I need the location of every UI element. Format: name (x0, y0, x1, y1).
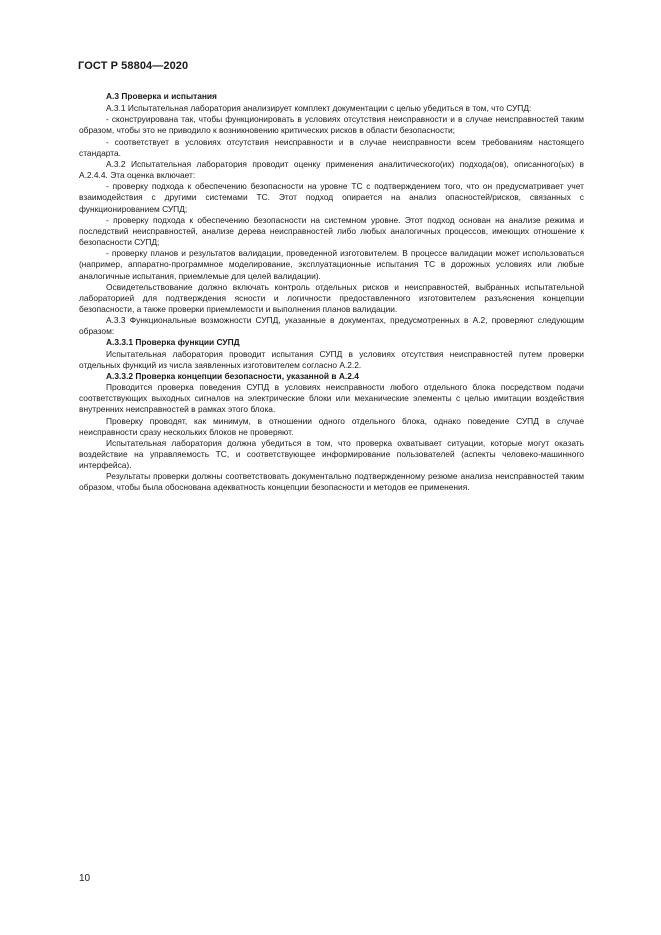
paragraph: А.3.3 Функциональные возможности СУПД, указанные в документах, предусмотренных в А.2, проверяют следующим образом: (79, 315, 584, 337)
paragraph: Испытательная лаборатория проводит испытания СУПД в условиях отсутствия неисправностей путем проверки отдельных функций из числа заявленных изготовителем согласно А.2.2. (79, 348, 584, 370)
paragraph: - сконструирована так, чтобы функционировать в условиях отсутствия неисправности и в случае неисправностей таким образом, чтобы это не приводило к возникновению критических рисков в области безопасности; (79, 114, 584, 136)
paragraph: Результаты проверки должны соответствовать документально подтвержденному резюме анализа неисправностей таким образом, чтобы была обоснована адекватность концепции безопасности и методов ее применения. (79, 471, 584, 493)
document-body (79, 91, 584, 494)
paragraph: - проверку планов и результатов валидации, проведенной изготовителем. В процессе валидации может использоваться (например, аппаратно-программное моделирование, эксплуатационные испытания ТС в дорожных условиях или любые аналогичные испытания, приемлемые для целей валидации). (79, 248, 584, 281)
paragraph: А.3.2 Испытательная лаборатория проводит оценку применения аналитического(их) подхода(ов), описанного(ых) в А.2.4.4. Эта оценка включает: (79, 158, 584, 181)
paragraph: А.3.1 Испытательная лаборатория анализирует комплект документации с целью убедиться в том, что СУПД: (106, 103, 532, 114)
document-header: ГОСТ Р 58804—2020 (78, 60, 189, 72)
subsection-title: А.3.3.2 Проверка концепции безопасности, указанной в А.2.4 (106, 370, 359, 381)
page-number: 10 (79, 873, 91, 884)
section-heading: А.3 Проверка и испытания (106, 91, 217, 101)
subsection-title: А.3.3.1 Проверка функции СУПД (106, 337, 240, 348)
paragraph: - проверку подхода к обеспечению безопасности на системном уровне. Этот подход основан на анализе режима и последствий неисправностей, анализе дерева неисправностей либо любых аналогичных процессов, имеющих отношение к безопасности СУПД; (79, 214, 584, 248)
paragraph: Проводится проверка поведения СУПД в условиях неисправности любого отдельного блока посредством подачи соответствующих выходных сигналов на электрические блоки или механические элементы с целью имитации воздействия внутренних неисправностей в рамках этого блока. (79, 382, 584, 415)
paragraph: Проверку проводят, как минимум, в отношении одного отдельного блока, однако поведение СУПД в случае неисправности сразу нескольких блоков не проверяют. (79, 415, 584, 437)
paragraph: Освидетельствование должно включать контроль отдельных рисков и неисправностей, выбранных испытательной лабораторией для подтверждения ясности и логичности предоставленного изготовителем разъяснения концепции безопасности, а также проверки приемлемости и выполнения планов валидации. (79, 281, 584, 314)
paragraph: - соответствует в условиях отсутствия неисправности и в случае неисправности всем требованиям настоящего стандарта. (79, 136, 584, 158)
paragraph: - проверку подхода к обеспечению безопасности на уровне ТС с подтверждением того, что он предусматривает учет взаимодействия с другими системами ТС. Этот подход опирается на анализ опасностей/рисков, связанных с функционированием СУПД; (79, 181, 584, 214)
paragraph: Испытательная лаборатория должна убедиться в том, что проверка охватывает ситуации, которые могут оказать воздействие на управляемость ТС, и соответствующее информирование пользователей (аспекты человеко-машинного интерфейса). (79, 437, 584, 471)
